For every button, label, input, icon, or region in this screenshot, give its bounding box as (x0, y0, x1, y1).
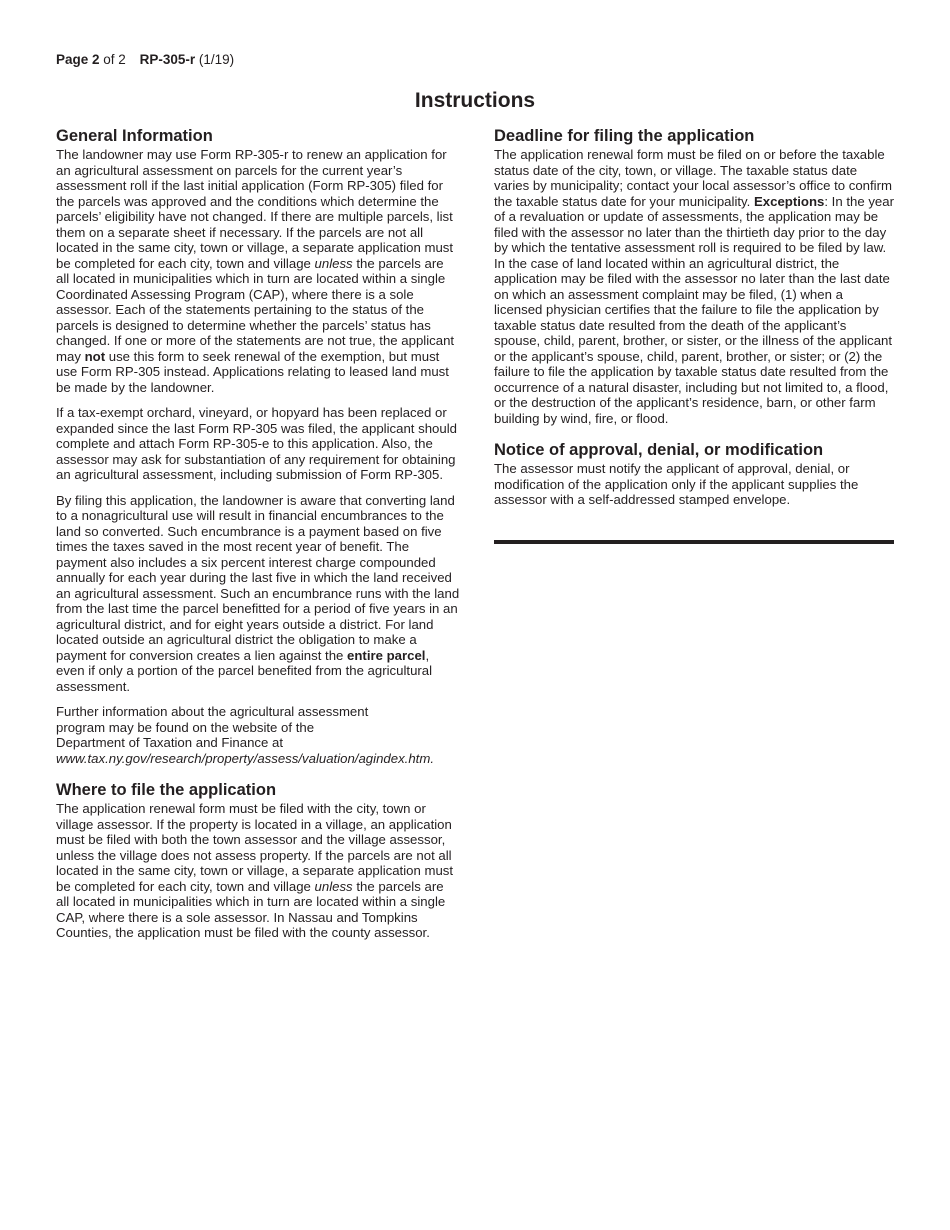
general-information-section (56, 126, 460, 766)
where-to-file-paragraph: The application renewal form must be filed with the city, town or village assessor. If the property is located in a village, an application must be filed with both the town assessor and the village assessor, unless the village does not assess property. If the parcels are not all located in the same city, town or village, a separate application must be completed for each city, town and village unless the parcels are all located in municipalities which in turn are located within a single CAP, where there is a sole assessor. In Nassau and Tompkins Counties, the application must be filed with the county assessor. (56, 801, 454, 940)
general-information-paragraph-2: If a tax-exempt orchard, vineyard, or hopyard has been replaced or expanded since the last Form RP-305 was filed, the applicant should complete and attach Form RP-305-e to this application. Also, the assessor may ask for substantiation of any requirement for obtaining an agricultural assessment, including submission of Form RP-305. (56, 405, 457, 482)
page-label: Page 2 (56, 52, 100, 67)
notice-heading: Notice of approval, denial, or modification (494, 441, 824, 459)
form-date: (1/19) (198, 52, 235, 67)
left-column (56, 126, 460, 951)
general-information-paragraph-3: By filing this application, the landowner is aware that converting land to a nonagricultural use will result in financial encumbrances to the land so converted. Such encumbrance is a payment based on five times the taxes saved in the most recent year of benefit. The payment also includes a six percent interest charge compounded annually for each year during the last five in which the land received an agricultural assessment. Such an encumbrance runs with the land from the last time the parcel benefitted for a period of five years in an agricultural district, and for eight years outside a district. For land located outside an agricultural district the obligation to make a payment for conversion creates a lien against the entire parcel, even if only a portion of the parcel benefited from the agricultural assessment. (56, 492, 460, 694)
page-header (56, 52, 234, 68)
notice-section (494, 440, 894, 508)
deadline-paragraph: The application renewal form must be filed on or before the taxable status date of the city, town, or village. The taxable status date varies by municipality; contact your local assessor’s office to confirm the taxable status date for your municipality. Exceptions: In the year of a revaluation or update of assessments, the application may be filed with the assessor no later than the thirtieth day prior to the day by which the tentative assessment roll is required to be filed by law. In the case of land located within an agricultural district, the application may be filed with the assessor no later than the last date on which an assessment complaint may be filed, (1) when a licensed physician certifies that the failure to file the application by taxable status date resulted from the death of the applicant’s spouse, child, parent, brother, or sister, or the illness of the applicant or the applicant’s spouse, child, parent, brother, or sister; or (2) the failure to file the application by taxable status date resulted from the occurrence of a natural disaster, including but not limited to, a flood, or the destruction of the applicant’s residence, barn, or other farm building by wind, fire, or flood. (494, 147, 894, 426)
website-link[interactable]: www.tax.ny.gov/research/property/assess/valuation/agindex.htm. (56, 750, 434, 766)
deadline-section (494, 126, 894, 426)
page-title: Instructions (414, 89, 536, 112)
general-information-heading: General Information (56, 127, 213, 145)
right-column (494, 126, 894, 544)
form-id: RP-305-r (139, 52, 196, 67)
where-to-file-section (56, 780, 460, 941)
section-divider-rule (494, 540, 894, 544)
general-information-paragraph-1: The landowner may use Form RP-305-r to renew an application for an agricultural assessment on parcels for the current year’s assessment roll if the last initial application (Form RP-305) filed for the parcels was approved and the conditions which determine the parcels’ eligibility have not changed. If there are multiple parcels, list them on a separate sheet if necessary. If the parcels are not all located in the same city, town or village, a separate application must be completed for each city, town and village unless the parcels are all located in municipalities which in turn are located within a single Coordinated Assessing Program (CAP), where there is a sole assessor. Each of the statements pertaining to the status of the parcels is designed to determine whether the parcels’ status has changed. If one or more of the statements are not true, the applicant may not use this form to seek renewal of the exemption, but must use Form RP-305 instead. Applications relating to leased land must be made by the landowner. (56, 147, 455, 395)
where-to-file-heading: Where to file the application (56, 781, 277, 799)
deadline-heading: Deadline for filing the application (494, 127, 755, 145)
general-information-paragraph-4: Further information about the agricultural assessment program may be found on the website of the Department of Taxation and Finance atwww.tax.ny.gov/research/property/assess/valuation/agindex.htm. (56, 704, 434, 766)
page-of: of 2 (103, 52, 126, 67)
notice-paragraph: The assessor must notify the applicant of approval, denial, or modification of the application only if the applicant supplies the assessor with a self-addressed stamped envelope. (494, 461, 859, 507)
